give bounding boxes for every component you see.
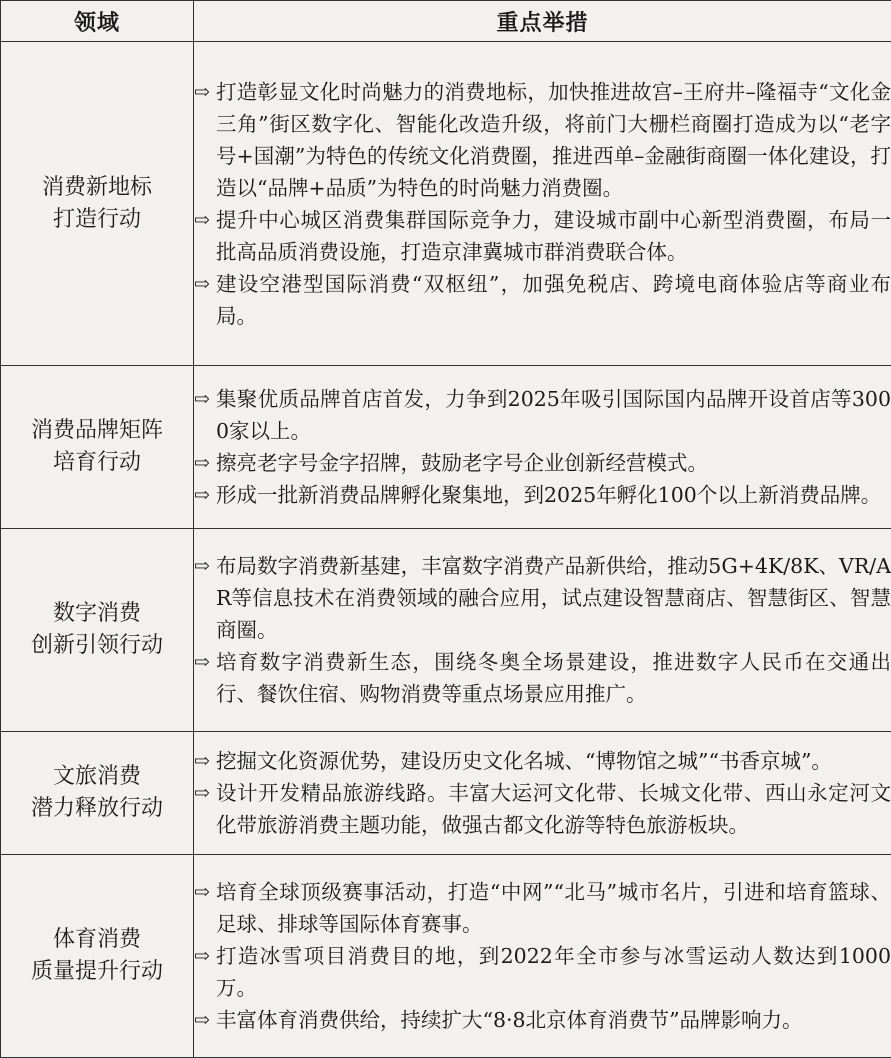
arrow-bullet-icon: ⇨ [194, 80, 210, 103]
measures-cell [194, 732, 891, 854]
table-row [1, 42, 891, 366]
arrow-bullet-icon: ⇨ [194, 1008, 210, 1031]
measures-cell [194, 854, 891, 1057]
arrow-bullet-icon: ⇨ [194, 750, 210, 773]
measure-item [194, 550, 891, 646]
measure-text: 设计开发精品旅游线路。丰富大运河文化带、长城文化带、西山永定河文化带旅游消费主题功能，做强古都文化游等特色旅游板块。 [216, 781, 891, 838]
measure-item [194, 479, 891, 511]
header-row [1, 1, 891, 42]
measure-item [194, 204, 891, 268]
measures-cell [194, 529, 891, 732]
measure-item [194, 940, 891, 1004]
arrow-bullet-icon: ⇨ [194, 484, 210, 507]
measure-item [194, 777, 891, 841]
field-cell [1, 42, 194, 366]
measure-item [194, 383, 891, 447]
table-row [1, 732, 891, 854]
arrow-bullet-icon: ⇨ [194, 880, 210, 903]
header-measures: 重点举措 [194, 1, 891, 42]
arrow-bullet-icon: ⇨ [194, 452, 210, 475]
field-cell [1, 732, 194, 854]
field-label-line: 创新引领行动 [30, 633, 163, 659]
measure-text: 打造冰雪项目消费目的地，到2022年全市参与冰雪运动人数达到1000万。 [216, 943, 891, 1000]
measure-text: 培育数字消费新生态，围绕冬奥全场景建设，推进数字人民币在交通出行、餐饮住宿、购物消费等重点场景应用推广。 [216, 650, 891, 707]
arrow-bullet-icon: ⇨ [194, 651, 210, 674]
measure-item [194, 1004, 891, 1036]
arrow-bullet-icon: ⇨ [194, 208, 210, 231]
table-row [1, 366, 891, 529]
measure-text: 集聚优质品牌首店首发，力争到2025年吸引国际国内品牌开设首店等3000家以上。 [216, 387, 891, 444]
field-label-line: 文旅消费 [52, 764, 141, 790]
measure-text: 擦亮老字号金字招牌，鼓励老字号企业创新经营模式。 [216, 451, 708, 476]
arrow-bullet-icon: ⇨ [194, 388, 210, 411]
field-label-line: 培育行动 [52, 450, 141, 476]
measure-item [194, 876, 891, 940]
field-label-line: 潜力释放行动 [30, 796, 163, 822]
measure-text: 挖掘文化资源优势，建设历史文化名城、“博物馆之城”“书香京城”。 [216, 749, 832, 774]
table-body [1, 42, 891, 1058]
table-row [1, 854, 891, 1057]
measure-item [194, 268, 891, 332]
measure-item [194, 76, 891, 204]
arrow-bullet-icon: ⇨ [194, 944, 210, 967]
measure-item [194, 447, 891, 479]
field-label-line: 消费品牌矩阵 [30, 418, 163, 444]
measure-text: 培育全球顶级赛事活动，打造“中网”“北马”城市名片，引进和培育篮球、足球、排球等国际体育赛事。 [216, 879, 891, 936]
measure-text: 提升中心城区消费集群国际竞争力，建设城市副中心新型消费圈，布局一批高品质消费设施，打造京津冀城市群消费联合体。 [216, 207, 891, 264]
header-field: 领域 [1, 1, 194, 42]
measure-text: 打造彰显文化时尚魅力的消费地标，加快推进故宫–王府井–隆福寺“文化金三角”街区数字化、智能化改造升级，将前门大栅栏商圈打造成为以“老字号+国潮”为特色的传统文化消费圈，推进西单–金融街商圈一体化建设，打造以“品牌+品质”为特色的时尚魅力消费圈。 [216, 79, 891, 200]
measure-text: 丰富体育消费供给，持续扩大“8·8北京体育消费节”品牌影响力。 [216, 1007, 803, 1032]
field-cell [1, 529, 194, 732]
arrow-bullet-icon: ⇨ [194, 272, 210, 295]
measures-cell [194, 42, 891, 366]
measures-cell [194, 366, 891, 529]
measure-text: 建设空港型国际消费“双枢纽”，加强免税店、跨境电商体验店等商业布局。 [216, 271, 891, 328]
field-label-line: 消费新地标 [41, 174, 152, 200]
field-label-line: 数字消费 [52, 601, 141, 627]
table-row [1, 529, 891, 732]
measure-text: 布局数字消费新基建，丰富数字消费产品新供给，推动5G+4K/8K、VR/AR等信息技术在消费领域的融合应用，试点建设智慧商店、智慧街区、智慧商圈。 [216, 554, 891, 643]
field-cell [1, 366, 194, 529]
arrow-bullet-icon: ⇨ [194, 555, 210, 578]
field-cell [1, 854, 194, 1057]
measure-text: 形成一批新消费品牌孵化聚集地，到2025年孵化100个以上新消费品牌。 [216, 483, 882, 508]
measure-item [194, 745, 891, 777]
field-label-line: 打造行动 [52, 206, 141, 232]
field-label-line: 体育消费 [52, 926, 141, 952]
measure-item [194, 646, 891, 710]
arrow-bullet-icon: ⇨ [194, 782, 210, 805]
field-label-line: 质量提升行动 [30, 958, 163, 984]
